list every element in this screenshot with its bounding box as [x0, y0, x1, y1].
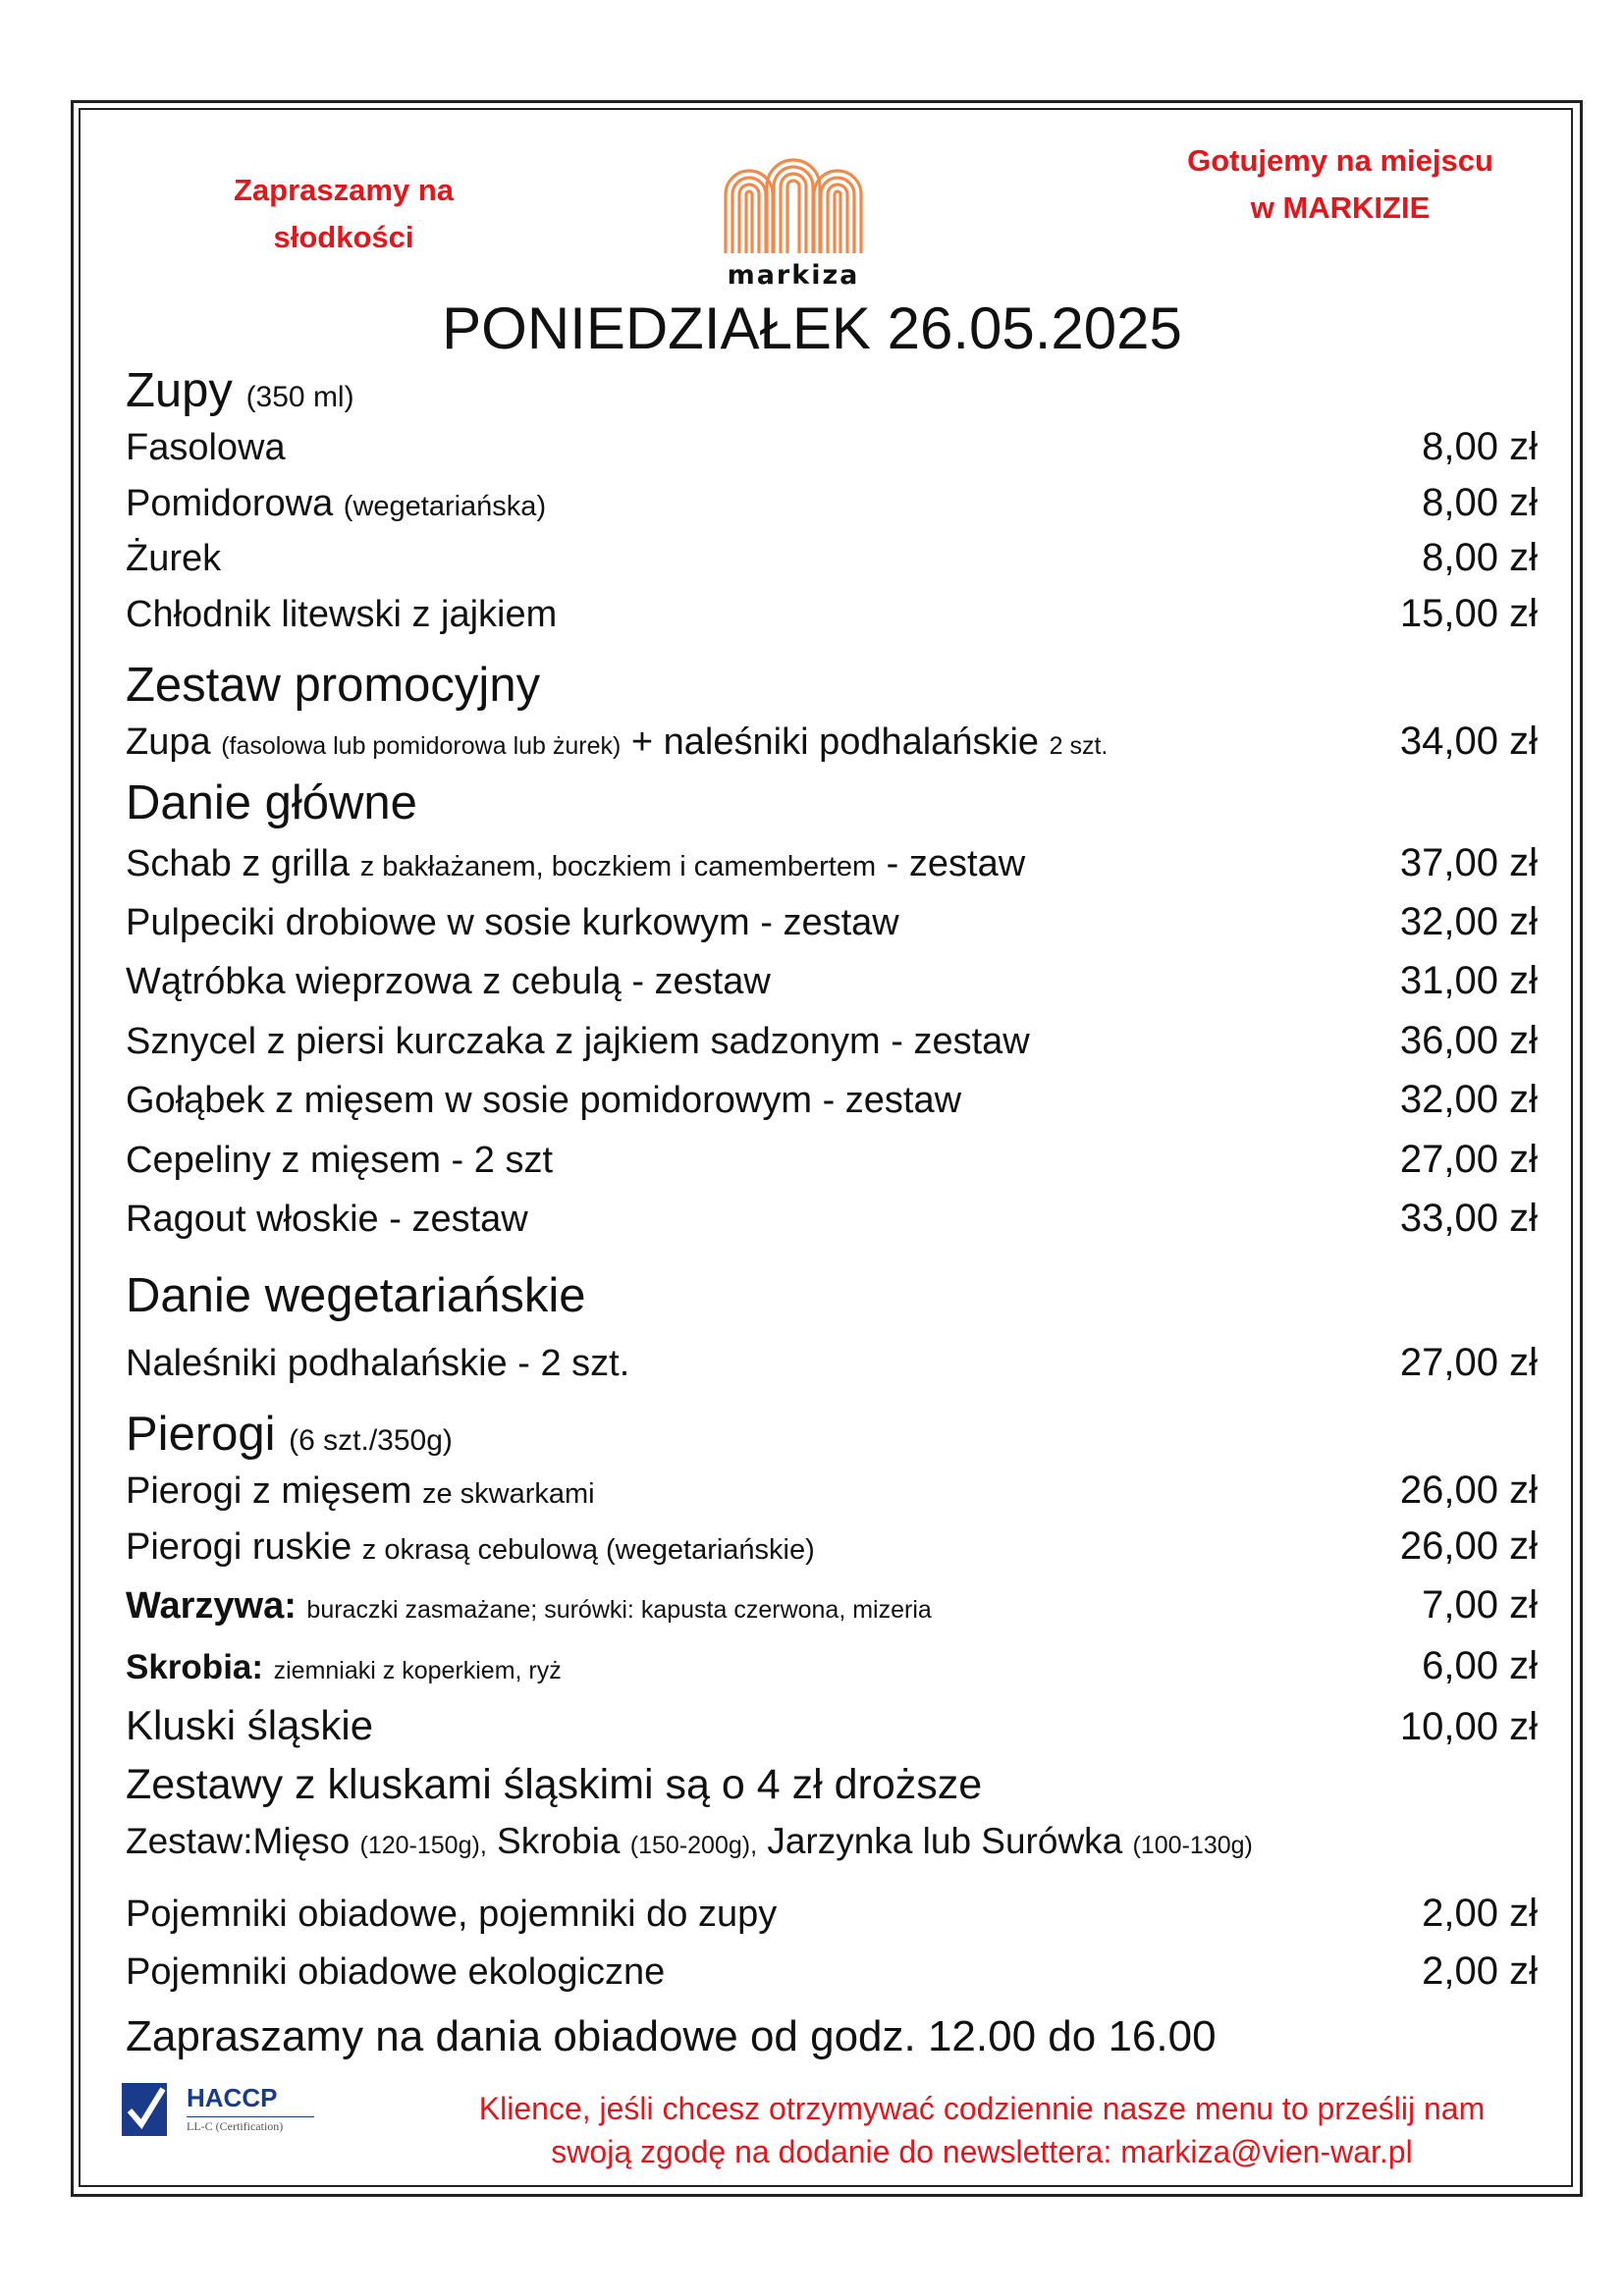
menu-row	[126, 424, 1538, 473]
set-starch-detail: (150-200g),	[629, 1832, 758, 1859]
item-price: 36,00 zł	[1399, 1019, 1538, 1062]
starch-detail: ziemniaki z koperkiem, ryż	[273, 1657, 562, 1684]
item-name: Gołąbek z mięsem w sosie pomidorowym - zestaw	[126, 1080, 962, 1121]
item-detail: ze skwarkami	[421, 1478, 595, 1510]
item-detail: z okrasą cebulową (wegetariańskie)	[361, 1534, 815, 1566]
menu-row	[126, 1523, 1538, 1573]
item-price: 37,00 zł	[1399, 841, 1538, 884]
haccp-subtitle: LL-C (Certification)	[187, 2116, 314, 2134]
item-price: 26,00 zł	[1399, 1468, 1538, 1512]
set-composition-note	[126, 1821, 1253, 1862]
item-name	[126, 1470, 595, 1513]
item-name: Fasolowa	[126, 427, 286, 468]
item-price: 31,00 zł	[1399, 959, 1538, 1002]
promo-main-detail: 2 szt.	[1049, 732, 1109, 760]
menu-row	[126, 899, 1538, 948]
item-name	[126, 843, 1025, 885]
item-name	[126, 483, 546, 525]
item-name: Kluski śląskie	[126, 1702, 374, 1748]
menu-row	[126, 840, 1538, 889]
promo-soup: Zupa	[126, 721, 211, 763]
menu-row	[126, 1137, 1538, 1186]
menu-row	[126, 1196, 1538, 1245]
menu-row	[126, 535, 1538, 584]
menu-row	[126, 1468, 1538, 1517]
item-price: 10,00 zł	[1399, 1705, 1538, 1748]
vegetables-label: Warzywa:	[126, 1585, 297, 1627]
item-price: 15,00 zł	[1399, 592, 1538, 635]
menu-row	[126, 958, 1538, 1007]
item-name-main: Pierogi z mięsem	[126, 1470, 412, 1512]
haccp-badge	[122, 2081, 318, 2140]
vegetables-detail: buraczki zasmażane; surówki: kapusta czerwona, mizeria	[306, 1596, 932, 1624]
item-name-main: Pierogi ruskie	[126, 1526, 352, 1568]
markiza-logo-icon	[720, 147, 867, 257]
sweets-note	[206, 167, 481, 261]
item-name: Sznycel z piersi kurczaka z jajkiem sadzonym - zestaw	[126, 1021, 1030, 1062]
menu-row	[126, 1704, 1538, 1753]
item-price: 2,00 zł	[1422, 1892, 1538, 1935]
item-name: Naleśniki podhalańskie - 2 szt.	[126, 1343, 630, 1384]
section-promo-title: Zestaw promocyjny	[126, 659, 541, 712]
item-price: 8,00 zł	[1422, 425, 1538, 468]
menu-row	[126, 1018, 1538, 1067]
item-price: 34,00 zł	[1399, 720, 1538, 763]
menu-row	[126, 591, 1538, 640]
set-starch: Skrobia	[497, 1821, 621, 1861]
item-suffix: - zestaw	[886, 843, 1026, 884]
newsletter-line2: swoją zgodę na dodanie do newslettera: markiza@vien-war.pl	[551, 2134, 1413, 2169]
item-name: Chłodnik litewski z jajkiem	[126, 594, 558, 635]
set-veg: Jarzynka lub Surówka	[767, 1821, 1123, 1861]
kluski-note: Zestawy z kluskami śląskimi są o 4 zł droższe	[126, 1761, 983, 1808]
item-price: 33,00 zł	[1399, 1197, 1538, 1240]
set-meat: Zestaw:Mięso	[126, 1821, 351, 1861]
sweets-note-line2: słodkości	[273, 220, 414, 254]
promo-soup-detail: (fasolowa lub pomidorowa lub żurek)	[221, 732, 622, 760]
item-price: 7,00 zł	[1422, 1583, 1538, 1627]
section-pierogi-title	[126, 1407, 453, 1462]
item-name: Ragout włoskie - zestaw	[126, 1199, 528, 1240]
markiza-logo	[720, 147, 867, 291]
menu-row	[126, 719, 1538, 768]
item-name: Wątróbka wieprzowa z cebulą - zestaw	[126, 961, 771, 1002]
haccp-check-icon	[122, 2081, 171, 2138]
item-price: 32,00 zł	[1399, 900, 1538, 943]
item-price: 8,00 zł	[1422, 481, 1538, 524]
sweets-note-line1: Zapraszamy na	[234, 173, 454, 207]
item-name: Pojemniki obiadowe ekologiczne	[126, 1951, 666, 1993]
section-main-title: Danie główne	[126, 776, 417, 829]
item-price: 6,00 zł	[1422, 1644, 1538, 1687]
promo-main: + naleśniki podhalańskie	[630, 721, 1040, 763]
item-price: 2,00 zł	[1422, 1949, 1538, 1993]
item-price: 27,00 zł	[1399, 1138, 1538, 1181]
item-detail: z bakłażanem, boczkiem i camembertem	[359, 851, 877, 882]
newsletter-line1: Klience, jeśli chcesz otrzymywać codziennie nasze menu to prześlij nam	[478, 2091, 1486, 2126]
menu-row	[126, 1643, 1538, 1692]
pierogi-size-note: (6 szt./350g)	[289, 1424, 453, 1457]
page-title: PONIEDZIAŁEK 26.05.2025	[442, 295, 1182, 361]
starch-label: Skrobia:	[126, 1648, 264, 1686]
soups-size-note: (350 ml)	[245, 381, 354, 413]
cooking-note-line2: w MARKIZIE	[1250, 190, 1431, 225]
set-meat-detail: (120-150g),	[359, 1832, 487, 1859]
item-name-main: Schab z grilla	[126, 843, 351, 884]
menu-row	[126, 1582, 1538, 1631]
haccp-title: HACCP	[187, 2083, 278, 2112]
menu-row	[126, 1891, 1538, 1940]
item-name	[126, 721, 1108, 764]
item-name: Pulpeciki drobiowe w sosie kurkowym - zestaw	[126, 902, 899, 943]
logo-wordmark: markiza	[727, 260, 860, 291]
item-name	[126, 1646, 562, 1688]
section-vege-title: Danie wegetariańskie	[126, 1269, 586, 1322]
menu-row	[126, 480, 1538, 529]
set-veg-detail: (100-130g)	[1132, 1832, 1253, 1859]
section-soups-title	[126, 363, 354, 418]
pierogi-heading: Pierogi	[126, 1408, 276, 1461]
cooking-note	[1164, 137, 1517, 232]
item-price: 32,00 zł	[1399, 1078, 1538, 1121]
item-price: 8,00 zł	[1422, 536, 1538, 579]
soups-heading: Zupy	[126, 364, 233, 417]
newsletter-notice	[442, 2087, 1522, 2173]
item-price: 27,00 zł	[1399, 1341, 1538, 1384]
item-name	[126, 1585, 932, 1628]
opening-hours: Zapraszamy na dania obiadowe od godz. 12.00 do 16.00	[126, 2012, 1217, 2060]
item-detail: (wegetariańska)	[343, 491, 547, 522]
item-name	[126, 1526, 815, 1569]
item-name: Żurek	[126, 538, 222, 579]
item-name-main: Pomidorowa	[126, 483, 334, 524]
item-price: 26,00 zł	[1399, 1524, 1538, 1568]
menu-row	[126, 1949, 1538, 1998]
cooking-note-line1: Gotujemy na miejscu	[1187, 143, 1493, 178]
menu-row	[126, 1077, 1538, 1126]
menu-row	[126, 1340, 1538, 1389]
item-name: Cepeliny z mięsem - 2 szt	[126, 1140, 554, 1181]
item-name: Pojemniki obiadowe, pojemniki do zupy	[126, 1894, 778, 1935]
